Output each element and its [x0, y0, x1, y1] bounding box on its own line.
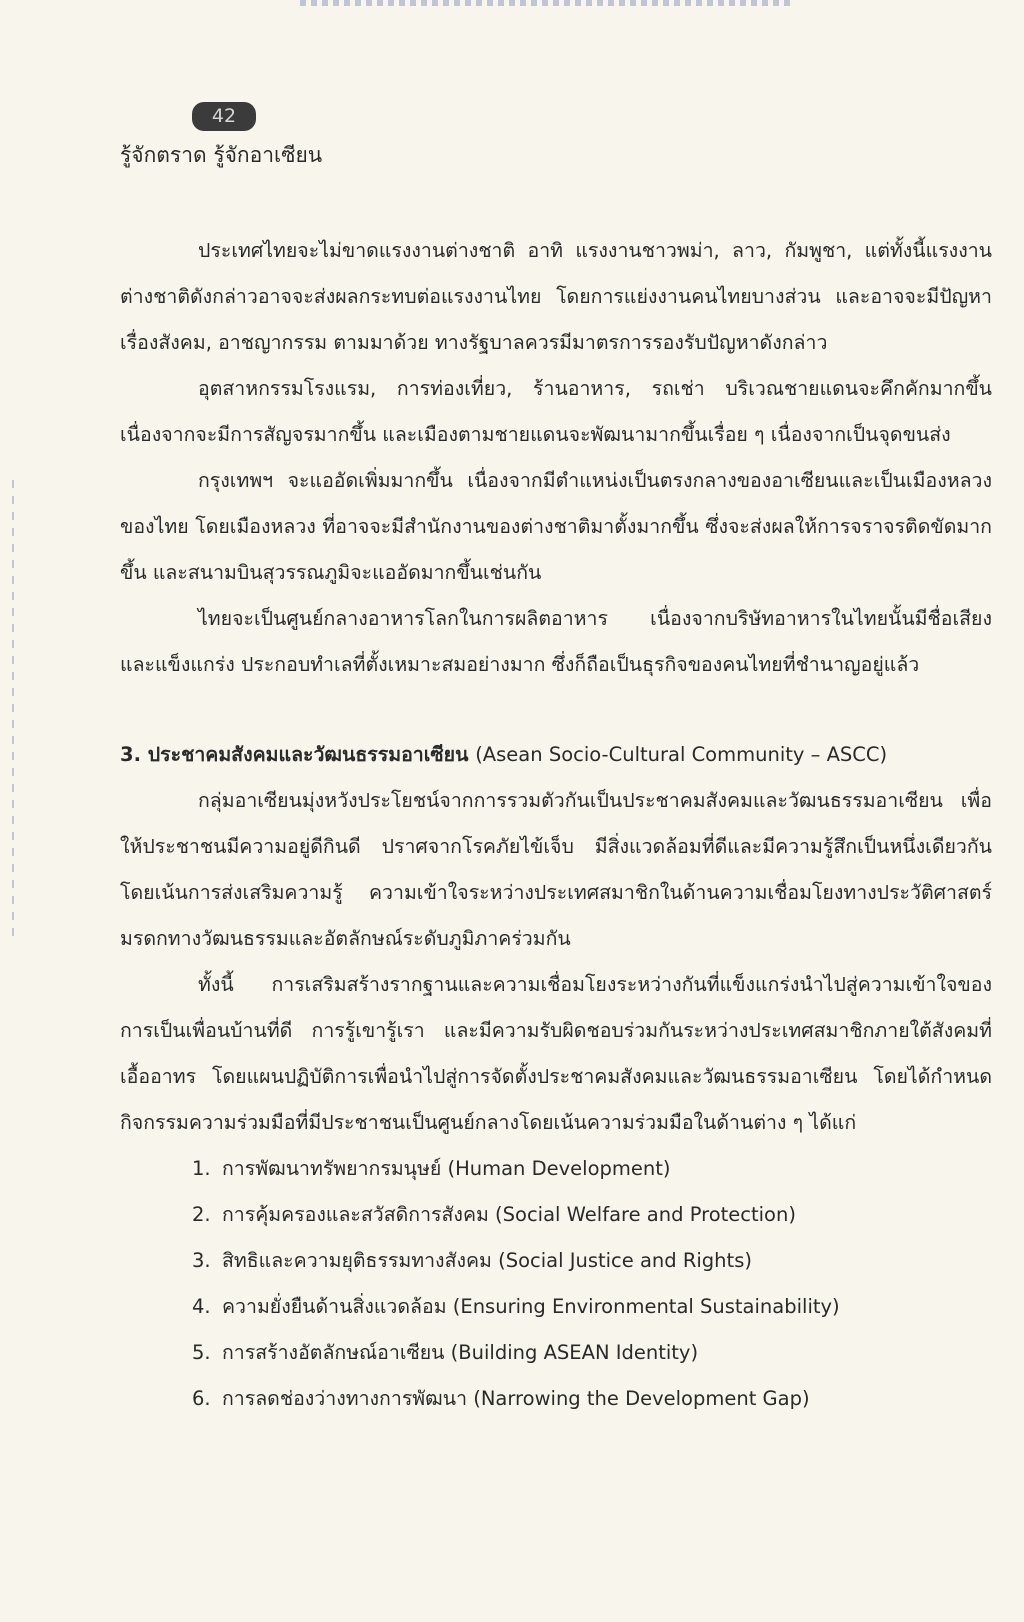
paragraph: กรุงเทพฯ จะแออัดเพิ่มมากขึ้น เนื่องจากมีตำแหน่งเป็นตรงกลางของอาเซียนและเป็นเมืองหลวงของไทย โดยเมืองหลวง ที่อาจจะมีสำนักงานของต่างชาติมาตั้งมากขึ้น ซึ่งจะส่งผลให้การจราจรติดขัดมากขึ้น และสนามบินสุวรรณภูมิจะแออัดมากขึ้นเช่นกัน: [120, 469, 992, 584]
list-number: 4.: [192, 1295, 211, 1318]
list-text: การคุ้มครองและสวัสดิการสังคม (Social Welfare and Protection): [222, 1203, 796, 1226]
list-number: 3.: [192, 1249, 211, 1272]
paragraph: ทั้งนี้ การเสริมสร้างรากฐานและความเชื่อมโยงระหว่างกันที่แข็งแกร่งนำไปสู่ความเข้าใจของการเป็นเพื่อนบ้านที่ดี การรู้เขารู้เรา และมีความรับผิดชอบร่วมกันระหว่างประเทศสมาชิกภายใต้สังคมที่เอื้ออาทร โดยแผนปฏิบัติการเพื่อนำไปสู่การจัดตั้งประชาคมสังคมและวัฒนธรรมอาเซียน โดยได้กำหนดกิจกรรมความร่วมมือที่มีประชาชนเป็นศูนย์กลางโดยเน้นความร่วมมือในด้านต่าง ๆ ได้แก่: [120, 973, 992, 1134]
body-text: [120, 228, 992, 1422]
page-number-badge: 42: [192, 102, 256, 131]
list-item: [192, 1376, 992, 1422]
list-item: [192, 1146, 992, 1192]
list-text: สิทธิและความยุติธรรมทางสังคม (Social Justice and Rights): [222, 1249, 752, 1272]
list-item: [192, 1284, 992, 1330]
running-title: รู้จักตราด รู้จักอาเซียน: [120, 143, 323, 167]
paragraph: อุตสาหกรรมโรงแรม, การท่องเที่ยว, ร้านอาหาร, รถเช่า บริเวณชายแดนจะคึกคักมากขึ้น เนื่องจากจะมีการสัญจรมากขึ้น และเมืองตามชายแดนจะพัฒนามากขึ้นเรื่อย ๆ เนื่องจากเป็นจุดขนส่ง: [120, 377, 992, 446]
list-item: [192, 1238, 992, 1284]
paragraph: ประเทศไทยจะไม่ขาดแรงงานต่างชาติ อาทิ แรงงานชาวพม่า, ลาว, กัมพูชา, แต่ทั้งนี้แรงงานต่างชาติดังกล่าวอาจจะส่งผลกระทบต่อแรงงานไทย โดยการแย่งงานคนไทยบางส่วน และอาจจะมีปัญหาเรื่องสังคม, อาชญากรรม ตามมาด้วย ทางรัฐบาลควรมีมาตรการรองรับปัญหาดังกล่าว: [120, 239, 992, 354]
scan-edge-mark: [300, 0, 790, 6]
list-number: 2.: [192, 1203, 211, 1226]
list-text: การสร้างอัตลักษณ์อาเซียน (Building ASEAN Identity): [222, 1341, 699, 1364]
cooperation-list: [120, 1146, 992, 1422]
list-item: [192, 1330, 992, 1376]
list-text: การพัฒนาทรัพยากรมนุษย์ (Human Development): [222, 1157, 671, 1180]
binding-margin-mark: [12, 480, 14, 940]
list-number: 6.: [192, 1387, 211, 1410]
section-heading: [120, 732, 992, 778]
list-text: ความยั่งยืนด้านสิ่งแวดล้อม (Ensuring Environmental Sustainability): [222, 1295, 840, 1318]
paragraph: ไทยจะเป็นศูนย์กลางอาหารโลกในการผลิตอาหาร เนื่องจากบริษัทอาหารในไทยนั้นมีชื่อเสียง และแข็งแกร่ง ประกอบทำเลที่ตั้งเหมาะสมอย่างมาก ซึ่งก็ถือเป็นธุรกิจของคนไทยที่ชำนาญอยู่แล้ว: [120, 607, 992, 676]
section-heading-th: 3. ประชาคมสังคมและวัฒนธรรมอาเซียน: [120, 743, 469, 766]
paragraph: กลุ่มอาเซียนมุ่งหวังประโยชน์จากการรวมตัวกันเป็นประชาคมสังคมและวัฒนธรรมอาเซียน เพื่อให้ประชาชนมีความอยู่ดีกินดี ปราศจากโรคภัยไข้เจ็บ มีสิ่งแวดล้อมที่ดีและมีความรู้สึกเป็นหนึ่งเดียวกันโดยเน้นการส่งเสริมความรู้ ความเข้าใจระหว่างประเทศสมาชิกในด้านความเชื่อมโยงทางประวัติศาสตร์ มรดกทางวัฒนธรรมและอัตลักษณ์ระดับภูมิภาคร่วมกัน: [120, 789, 992, 950]
list-number: 5.: [192, 1341, 211, 1364]
section-heading-en: (Asean Socio-Cultural Community – ASCC): [475, 743, 888, 766]
list-item: [192, 1192, 992, 1238]
list-text: การลดช่องว่างทางการพัฒนา (Narrowing the Development Gap): [222, 1387, 810, 1410]
list-number: 1.: [192, 1157, 211, 1180]
